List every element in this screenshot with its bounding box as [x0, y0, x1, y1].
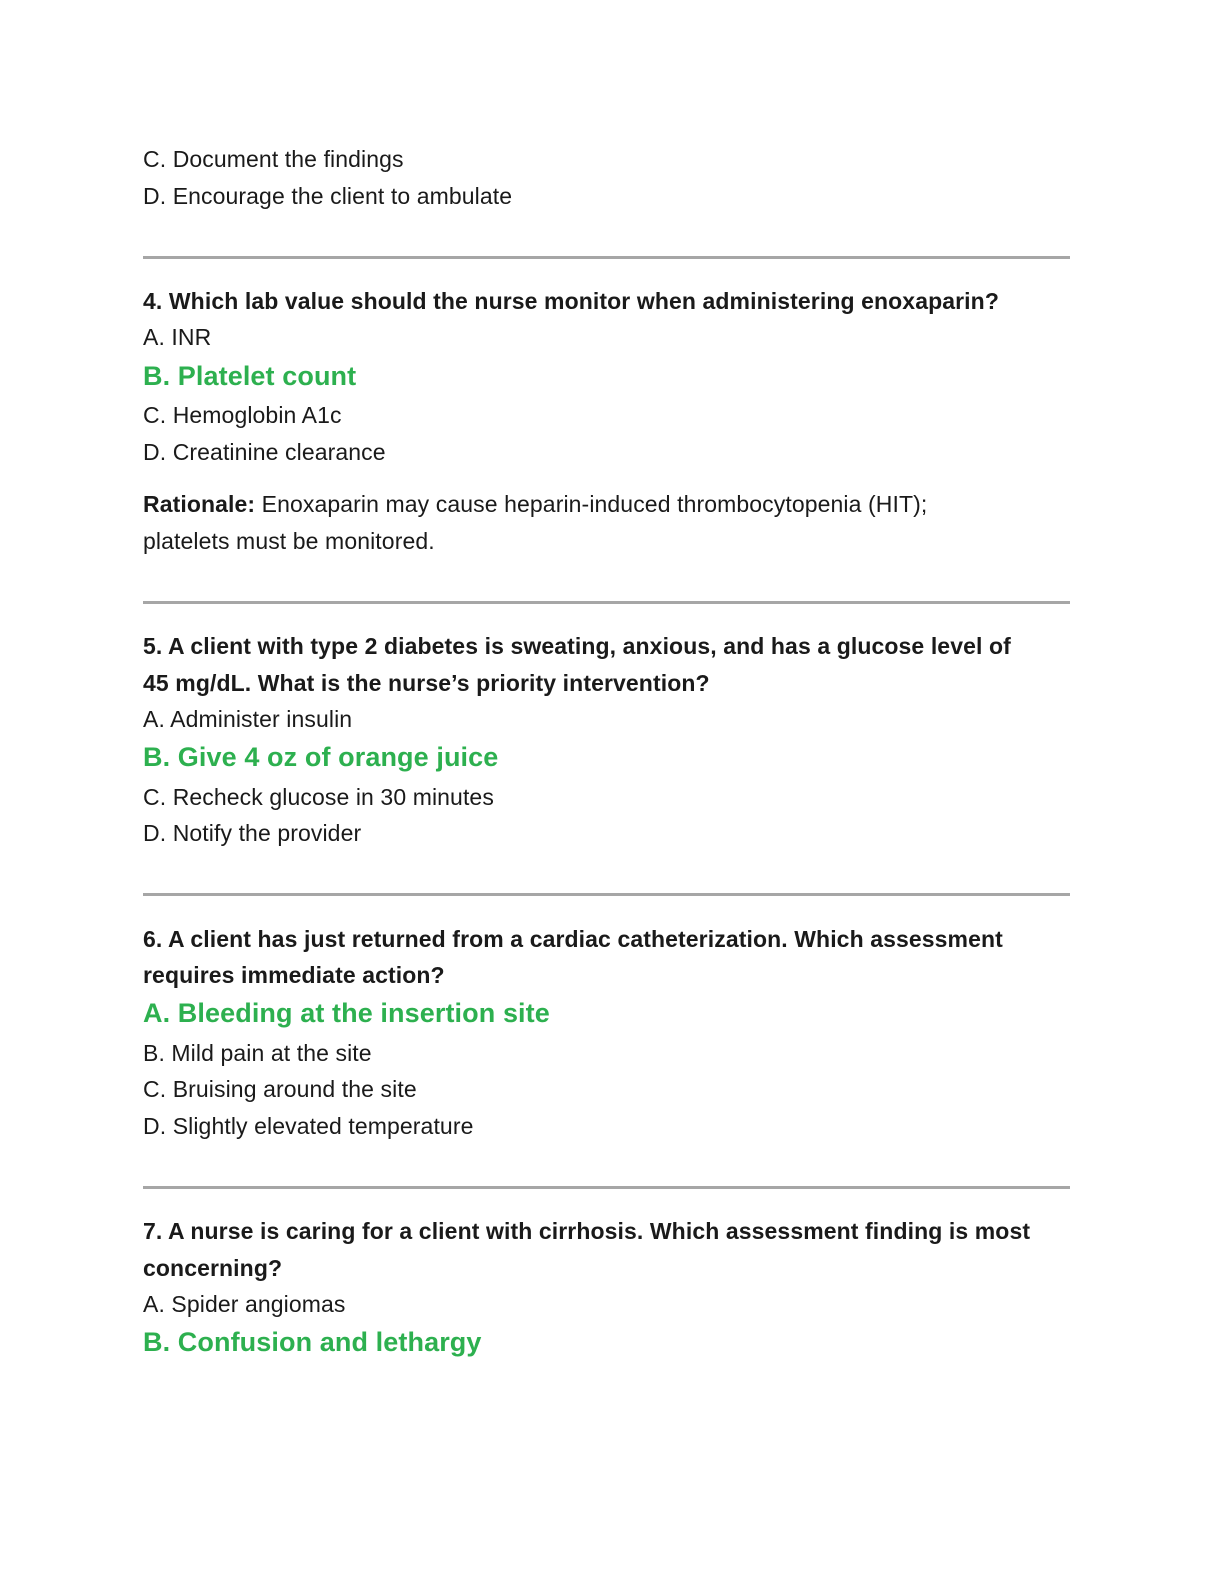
q4-rationale-continued: platelets must be monitored. — [143, 528, 435, 554]
section-divider — [143, 1186, 1070, 1189]
q5-correct-answer: B. Give 4 oz of orange juice — [143, 742, 499, 772]
q5-option-c: C. Recheck glucose in 30 minutes — [143, 784, 494, 810]
q7-question-continued: concerning? — [143, 1255, 283, 1281]
q6-option-c: C. Bruising around the site — [143, 1076, 417, 1102]
q3-option-c: C. Document the findings — [143, 146, 404, 172]
q5-question: 5. A client with type 2 diabetes is sweating, anxious, and has a glucose level of — [143, 633, 1011, 659]
rationale-label: Rationale: — [143, 491, 256, 517]
section-divider — [143, 256, 1070, 259]
q6-option-d: D. Slightly elevated temperature — [143, 1113, 474, 1139]
q3-option-d: D. Encourage the client to ambulate — [143, 183, 513, 209]
q4-option-d: D. Creatinine clearance — [143, 439, 386, 465]
q5-question-continued: 45 mg/dL. What is the nurse’s priority intervention? — [143, 670, 710, 696]
q4-correct-answer: B. Platelet count — [143, 361, 357, 391]
section-divider — [143, 893, 1070, 896]
q6-option-b: B. Mild pain at the site — [143, 1040, 372, 1066]
q4-option-c: C. Hemoglobin A1c — [143, 402, 342, 428]
q5-option-a: A. Administer insulin — [143, 706, 353, 732]
q6-question: 6. A client has just returned from a cardiac catheterization. Which assessment — [143, 926, 1003, 952]
rationale-text: Enoxaparin may cause heparin-induced thrombocytopenia (HIT); — [255, 491, 928, 517]
q7-option-a: A. Spider angiomas — [143, 1291, 346, 1317]
q4-question: 4. Which lab value should the nurse monitor when administering enoxaparin? — [143, 288, 999, 314]
q7-correct-answer: B. Confusion and lethargy — [143, 1327, 482, 1357]
q6-question-continued: requires immediate action? — [143, 962, 445, 988]
q5-option-d: D. Notify the provider — [143, 820, 362, 846]
q6-correct-answer: A. Bleeding at the insertion site — [143, 998, 550, 1028]
q4-option-a: A. INR — [143, 324, 212, 350]
q4-rationale — [143, 491, 927, 518]
q7-question: 7. A nurse is caring for a client with cirrhosis. Which assessment finding is most — [143, 1218, 1031, 1244]
section-divider — [143, 601, 1070, 604]
